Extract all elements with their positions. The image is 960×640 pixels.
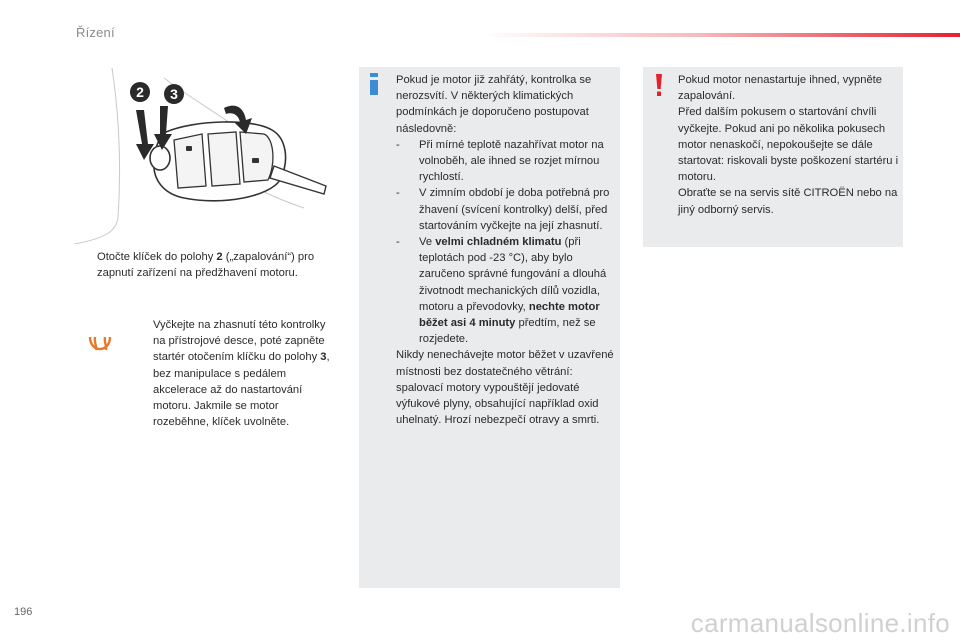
info-list-item: - V zimním období je doba potřebná pro žhavení (svícení kontrolky) delší, před startováním vyčkejte na její zhasnutí.: [396, 187, 610, 232]
warning-text: [678, 72, 900, 218]
warning-paragraph: Obraťte se na servis sítě CITROËN nebo na jiný odborný servis.: [678, 187, 898, 216]
info-outro: Nikdy nenechávejte motor běžet v uzavřené místnosti bez dostatečného větrání: spalovací motory vypouštějí jedovaté výfukové plyny, obsahující například oxid uhelnatý. Hrozí nebezpečí otravy a smrti.: [396, 349, 614, 427]
step-wait-and-start: [134, 317, 330, 430]
info-text: [396, 72, 616, 428]
glow-plug-icon: [86, 333, 114, 355]
header-accent-bar: [480, 33, 960, 37]
callout-2: 2: [136, 84, 144, 100]
key-ignition-illustration: [74, 68, 330, 244]
info-icon: [369, 73, 379, 95]
page-number: 196: [14, 606, 33, 618]
step-turn-key: [78, 249, 328, 281]
info-list-item: - Při mírné teplotě nazahřívat motor na volnoběh, ale ihned se rozjet mírnou rychlostí.: [396, 138, 604, 184]
callout-3: 3: [170, 86, 178, 102]
info-intro: Pokud je motor již zahřátý, kontrolka se nerozsvítí. V některých klimatických podmínkách je doporučeno postupovat následovně:: [396, 74, 592, 135]
warning-paragraph: Pokud motor nenastartuje ihned, vypněte zapalování.: [678, 74, 882, 103]
watermark: carmanualsonline.info: [690, 608, 950, 638]
warning-paragraph: Před dalším pokusem o startování chvíli vyčkejte. Pokud ani po několika pokusech motor nenaskočí, nepokoušejte se dále startovat: riskovali byste poškození startéru i motoru.: [678, 106, 899, 184]
section-title: Řízení: [76, 25, 115, 40]
info-list-item: - Ve velmi chladném klimatu (při teplotách pod -23 °C), aby bylo zaručeno správné fungování a dlouhá životnodt mechanických dílů vozidla, motoru a převodovky, nechte motor běžet asi 4 minuty předtím, než se rozjedete.: [396, 236, 607, 346]
step-text: Vyčkejte na zhasnutí této kontrolky na přístrojové desce, poté zapněte startér otočením klíčku do polohy 3, bez manipulace s pedálem akcelerace až do nastartování motoru. Jakmile se motor rozeběhne, klíček uvolněte.: [153, 319, 330, 429]
exclamation-icon: [655, 74, 663, 96]
step-text: Otočte klíček do polohy 2 („zapalování“) pro zapnutí zařízení na předžhavení motoru.: [97, 251, 315, 280]
